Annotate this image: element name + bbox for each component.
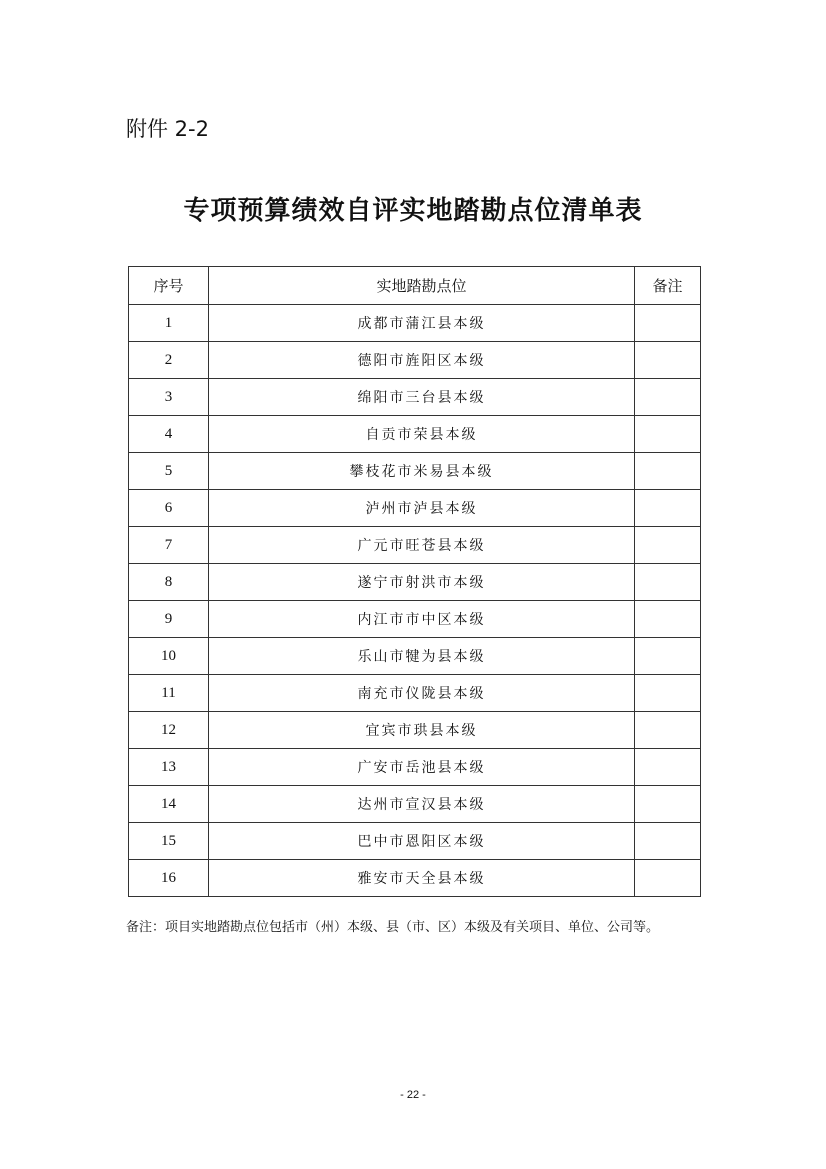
row-index: 8 bbox=[129, 564, 209, 601]
table-row bbox=[129, 379, 701, 416]
row-location: 成都市蒲江县本级 bbox=[209, 305, 635, 342]
row-index: 12 bbox=[129, 712, 209, 749]
header-index: 序号 bbox=[129, 267, 209, 305]
attachment-label: 附件 2-2 bbox=[126, 117, 209, 141]
page-title: 专项预算绩效自评实地踏勘点位清单表 bbox=[183, 196, 643, 226]
table-row bbox=[129, 305, 701, 342]
row-index: 4 bbox=[129, 416, 209, 453]
row-index: 1 bbox=[129, 305, 209, 342]
row-location: 广安市岳池县本级 bbox=[209, 749, 635, 786]
table-row bbox=[129, 342, 701, 379]
row-location: 雅安市天全县本级 bbox=[209, 860, 635, 897]
table-row bbox=[129, 564, 701, 601]
table-row bbox=[129, 638, 701, 675]
row-index: 7 bbox=[129, 527, 209, 564]
row-location: 遂宁市射洪市本级 bbox=[209, 564, 635, 601]
row-remark bbox=[635, 601, 701, 638]
table-row bbox=[129, 416, 701, 453]
row-remark bbox=[635, 823, 701, 860]
row-remark bbox=[635, 749, 701, 786]
table-row bbox=[129, 453, 701, 490]
row-location: 攀枝花市米易县本级 bbox=[209, 453, 635, 490]
table-row bbox=[129, 712, 701, 749]
row-index: 3 bbox=[129, 379, 209, 416]
row-index: 16 bbox=[129, 860, 209, 897]
header-remark: 备注 bbox=[635, 267, 701, 305]
table-row bbox=[129, 527, 701, 564]
row-location: 绵阳市三台县本级 bbox=[209, 379, 635, 416]
row-remark bbox=[635, 490, 701, 527]
row-index: 15 bbox=[129, 823, 209, 860]
row-remark bbox=[635, 305, 701, 342]
row-remark bbox=[635, 712, 701, 749]
table-row bbox=[129, 860, 701, 897]
table-row bbox=[129, 601, 701, 638]
table-row bbox=[129, 490, 701, 527]
row-location: 自贡市荣县本级 bbox=[209, 416, 635, 453]
row-remark bbox=[635, 453, 701, 490]
row-remark bbox=[635, 860, 701, 897]
row-index: 10 bbox=[129, 638, 209, 675]
row-location: 宜宾市珙县本级 bbox=[209, 712, 635, 749]
row-remark bbox=[635, 638, 701, 675]
row-index: 6 bbox=[129, 490, 209, 527]
row-remark bbox=[635, 342, 701, 379]
table-row bbox=[129, 823, 701, 860]
row-remark bbox=[635, 416, 701, 453]
page-number: - 22 - bbox=[400, 1089, 426, 1101]
site-list-table bbox=[128, 266, 701, 897]
row-remark bbox=[635, 564, 701, 601]
row-location: 广元市旺苍县本级 bbox=[209, 527, 635, 564]
row-location: 巴中市恩阳区本级 bbox=[209, 823, 635, 860]
table-row bbox=[129, 786, 701, 823]
row-index: 11 bbox=[129, 675, 209, 712]
row-index: 9 bbox=[129, 601, 209, 638]
row-location: 泸州市泸县本级 bbox=[209, 490, 635, 527]
row-location: 内江市市中区本级 bbox=[209, 601, 635, 638]
row-location: 南充市仪陇县本级 bbox=[209, 675, 635, 712]
row-remark bbox=[635, 379, 701, 416]
row-location: 乐山市犍为县本级 bbox=[209, 638, 635, 675]
row-index: 2 bbox=[129, 342, 209, 379]
row-remark bbox=[635, 675, 701, 712]
row-index: 5 bbox=[129, 453, 209, 490]
row-index: 14 bbox=[129, 786, 209, 823]
table-row bbox=[129, 749, 701, 786]
row-remark bbox=[635, 527, 701, 564]
footnote: 备注：项目实地踏勘点位包括市（州）本级、县（市、区）本级及有关项目、单位、公司等。 bbox=[126, 920, 660, 935]
table-row bbox=[129, 675, 701, 712]
row-remark bbox=[635, 786, 701, 823]
table-header-row bbox=[129, 267, 701, 305]
row-location: 德阳市旌阳区本级 bbox=[209, 342, 635, 379]
row-index: 13 bbox=[129, 749, 209, 786]
header-location: 实地踏勘点位 bbox=[209, 267, 635, 305]
row-location: 达州市宣汉县本级 bbox=[209, 786, 635, 823]
